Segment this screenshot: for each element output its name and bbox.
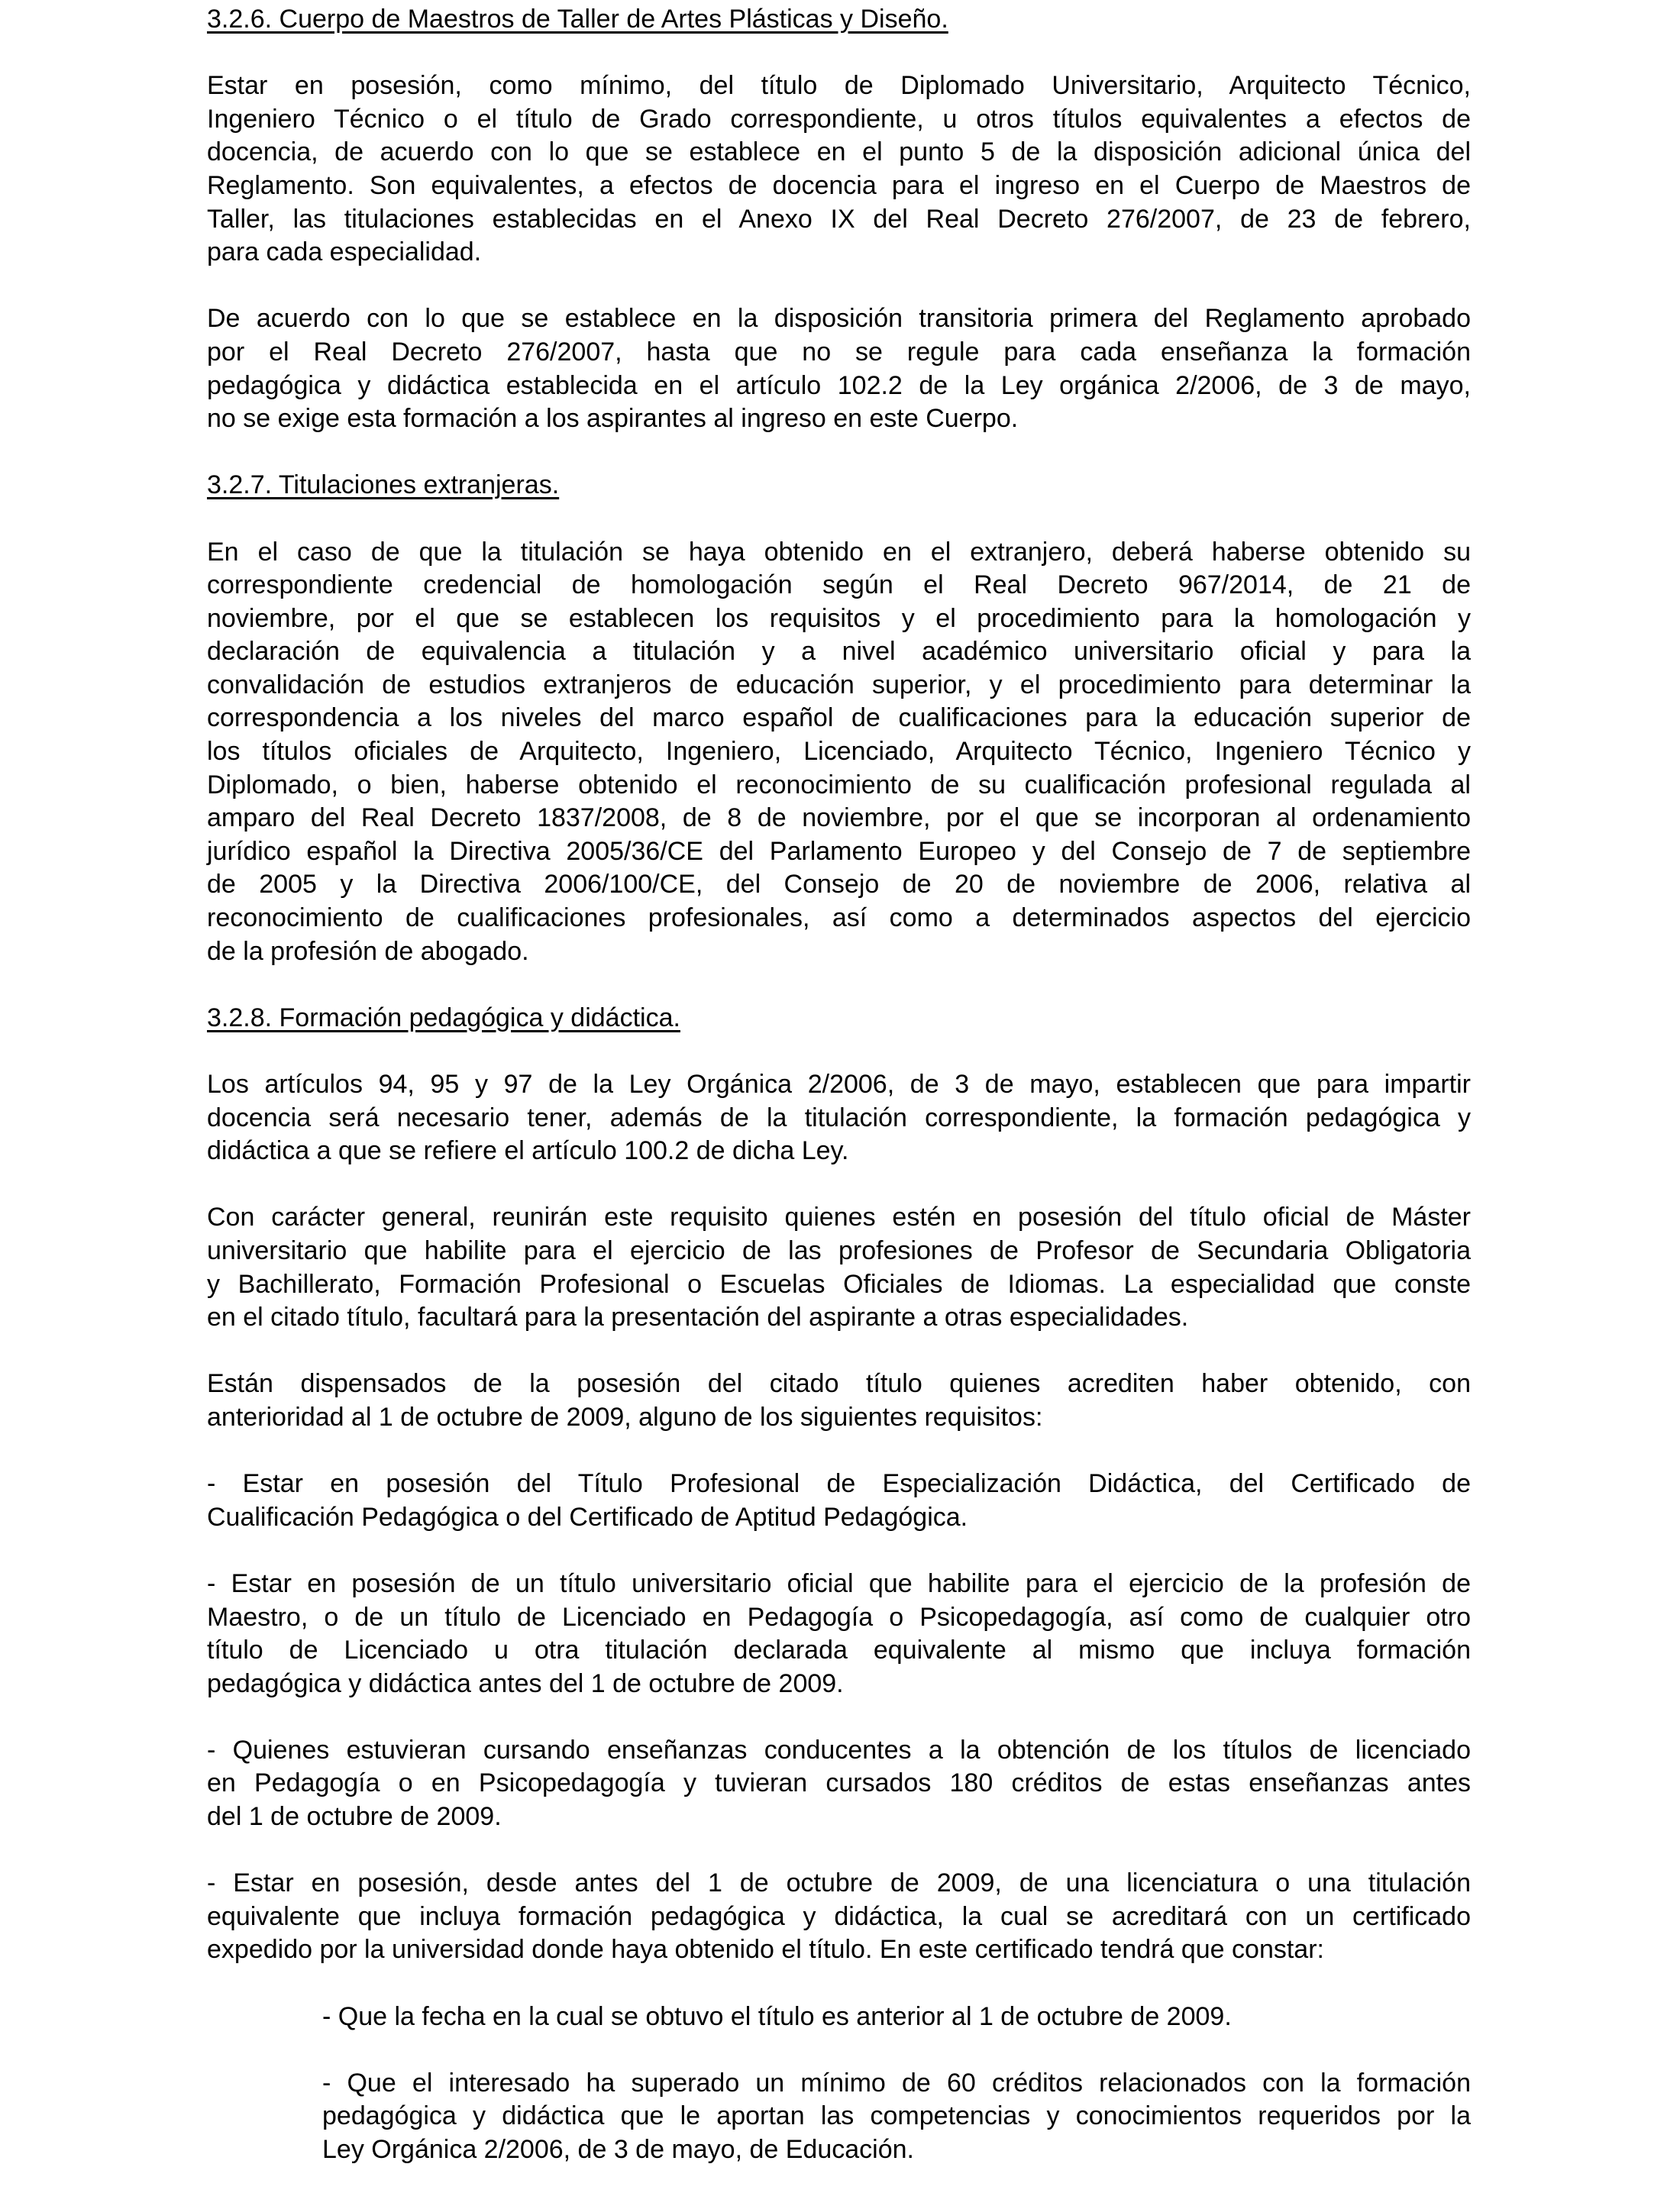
section-heading: 3.2.6. Cuerpo de Maestros de Taller de Artes Plásticas y Diseño.	[207, 5, 948, 34]
text-line: Taller, las titulaciones establecidas en el Anexo IX del Real Decreto 276/2007, de 23 de febrero,	[207, 204, 1471, 234]
text-line: universitario que habilite para el ejercicio de las profesiones de Profesor de Secundaria Obligatoria	[207, 1235, 1471, 1265]
text-line: convalidación de estudios extranjeros de educación superior, y el procedimiento para determinar la	[207, 670, 1471, 699]
section	[207, 1002, 1471, 2167]
text-line: Reglamento. Son equivalentes, a efectos de docencia para el ingreso en el Cuerpo de Maestros de	[207, 170, 1471, 200]
paragraph	[207, 1068, 1471, 1168]
text-line: de 2005 y la Directiva 2006/100/CE, del Consejo de 20 de noviembre de 2006, relativa al	[207, 870, 1471, 899]
text-line: de la profesión de abogado.	[207, 936, 529, 966]
text-line: - Que la fecha en la cual se obtuvo el título es anterior al 1 de octubre de 2009.	[322, 2001, 1232, 2031]
text-line: los títulos oficiales de Arquitecto, Ingeniero, Licenciado, Arquitecto Técnico, Ingeniero Técnico y	[207, 737, 1471, 767]
text-line: docencia, de acuerdo con lo que se establece en el punto 5 de la disposición adicional única del	[207, 137, 1471, 167]
text-line: Estar en posesión, como mínimo, del título de Diplomado Universitario, Arquitecto Técnico,	[207, 71, 1471, 101]
text-line: del 1 de octubre de 2009.	[207, 1802, 502, 1832]
text-line: y Bachillerato, Formación Profesional o Escuelas Oficiales de Idiomas. La especialidad que conste	[207, 1269, 1471, 1299]
text-line: anterioridad al 1 de octubre de 2009, alguno de los siguientes requisitos:	[207, 1402, 1043, 1432]
paragraph	[207, 1468, 1471, 1534]
text-line: pedagógica y didáctica que le aportan las competencias y conocimientos requeridos por la	[322, 2101, 1471, 2131]
sub-list-item	[322, 2001, 1471, 2034]
text-line: - Estar en posesión, desde antes del 1 de octubre de 2009, de una licenciatura o una titulación	[207, 1868, 1471, 1898]
text-line: jurídico español la Directiva 2005/36/CE del Parlamento Europeo y del Consejo de 7 de septiembre	[207, 836, 1471, 866]
text-line: título de Licenciado u otra titulación declarada equivalente al mismo que incluya formación	[207, 1636, 1471, 1665]
section	[207, 3, 1471, 436]
paragraph	[207, 1867, 1471, 1967]
text-line: De acuerdo con lo que se establece en la disposición transitoria primera del Reglamento aprobado	[207, 304, 1471, 334]
text-line: por el Real Decreto 276/2007, hasta que no se regule para cada enseñanza la formación	[207, 337, 1471, 367]
paragraph	[207, 1734, 1471, 1834]
sub-list-item	[322, 2067, 1471, 2167]
text-line: equivalente que incluya formación pedagógica y didáctica, la cual se acreditará con un certificado	[207, 1901, 1471, 1931]
text-line: en Pedagogía o en Psicopedagogía y tuvieran cursados 180 créditos de estas enseñanzas antes	[207, 1768, 1471, 1798]
text-line: Con carácter general, reunirán este requisito quienes estén en posesión del título oficial de Máster	[207, 1203, 1471, 1232]
text-line: Ley Orgánica 2/2006, de 3 de mayo, de Educación.	[322, 2135, 914, 2164]
text-line: Ingeniero Técnico o el título de Grado correspondiente, u otros títulos equivalentes a efectos de	[207, 104, 1471, 134]
document-page	[207, 3, 1471, 2167]
text-line: Cualificación Pedagógica o del Certificado de Aptitud Pedagógica.	[207, 1502, 968, 1532]
text-line: reconocimiento de cualificaciones profesionales, así como a determinados aspectos del ejercicio	[207, 903, 1471, 933]
paragraph	[207, 1568, 1471, 1700]
text-line: correspondencia a los niveles del marco español de cualificaciones para la educación superior de	[207, 703, 1471, 733]
paragraph	[207, 1368, 1471, 1434]
text-line: expedido por la universidad donde haya obtenido el título. En este certificado tendrá que constar:	[207, 1935, 1324, 1965]
section	[207, 469, 1471, 968]
text-line: Diplomado, o bien, haberse obtenido el reconocimiento de su cualificación profesional regulada al	[207, 770, 1471, 799]
text-line: Los artículos 94, 95 y 97 de la Ley Orgánica 2/2006, de 3 de mayo, establecen que para impartir	[207, 1070, 1471, 1099]
text-line: docencia será necesario tener, además de la titulación correspondiente, la formación pedagógica y	[207, 1103, 1471, 1132]
paragraph	[207, 69, 1471, 270]
text-line: - Que el interesado ha superado un mínimo de 60 créditos relacionados con la formación	[322, 2068, 1471, 2098]
text-line: no se exige esta formación a los aspirantes al ingreso en este Cuerpo.	[207, 404, 1019, 434]
section-heading: 3.2.8. Formación pedagógica y didáctica.	[207, 1003, 680, 1032]
text-line: Están dispensados de la posesión del citado título quienes acrediten haber obtenido, con	[207, 1369, 1471, 1399]
text-line: para cada especialidad.	[207, 237, 482, 267]
text-line: Maestro, o de un título de Licenciado en Pedagogía o Psicopedagogía, así como de cualquier otro	[207, 1602, 1471, 1632]
text-line: noviembre, por el que se establecen los requisitos y el procedimiento para la homologación y	[207, 603, 1471, 633]
text-line: pedagógica y didáctica antes del 1 de octubre de 2009.	[207, 1668, 844, 1698]
paragraph	[207, 1201, 1471, 1334]
text-line: - Estar en posesión de un título universitario oficial que habilite para el ejercicio de la profesión de	[207, 1568, 1471, 1598]
text-line: didáctica a que se refiere el artículo 100.2 de dicha Ley.	[207, 1136, 849, 1166]
section-heading: 3.2.7. Titulaciones extranjeras.	[207, 470, 560, 500]
text-line: en el citado título, facultará para la presentación del aspirante a otras especialidades.	[207, 1303, 1189, 1332]
text-line: declaración de equivalencia a titulación y a nivel académico universitario oficial y para la	[207, 637, 1471, 667]
text-line: amparo del Real Decreto 1837/2008, de 8 de noviembre, por el que se incorporan al ordenamiento	[207, 803, 1471, 833]
text-line: pedagógica y didáctica establecida en el artículo 102.2 de la Ley orgánica 2/2006, de 3 de mayo,	[207, 370, 1471, 400]
paragraph	[207, 302, 1471, 435]
paragraph	[207, 536, 1471, 969]
text-line: En el caso de que la titulación se haya obtenido en el extranjero, deberá haberse obtenido su	[207, 537, 1471, 567]
text-line: - Quienes estuvieran cursando enseñanzas conducentes a la obtención de los títulos de licenciado	[207, 1735, 1471, 1765]
text-line: correspondiente credencial de homologación según el Real Decreto 967/2014, de 21 de	[207, 570, 1471, 600]
text-line: - Estar en posesión del Título Profesional de Especialización Didáctica, del Certificado de	[207, 1469, 1471, 1499]
